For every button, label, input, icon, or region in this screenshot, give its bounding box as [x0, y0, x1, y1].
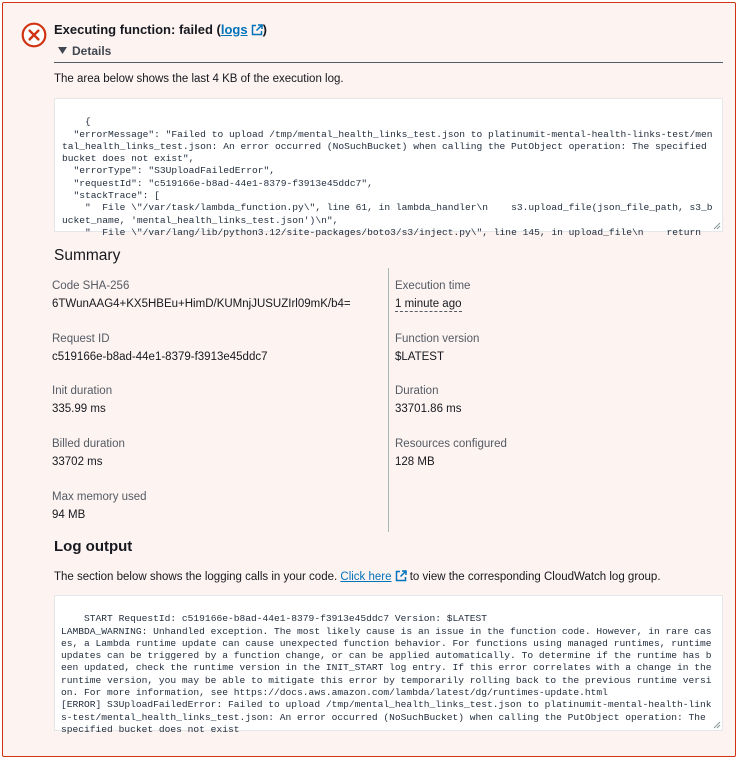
log-output-heading: Log output: [54, 538, 133, 555]
details-divider: [54, 62, 723, 63]
status-closing: ): [262, 22, 267, 37]
init-duration-label: Init duration: [52, 385, 113, 397]
execution-time-value[interactable]: 1 minute ago: [395, 298, 462, 310]
resources-configured-label: Resources configured: [395, 438, 507, 450]
execution-result-panel: [2, 2, 736, 757]
status-heading: [54, 22, 267, 38]
resize-handle-icon[interactable]: [713, 222, 721, 230]
code-sha-value: 6TWunAAG4+KX5HBEu+HimD/KUMnjJUSUZIrl09mK/b4=: [52, 298, 351, 310]
summary-heading: Summary: [54, 247, 121, 264]
request-id-label: Request ID: [52, 333, 110, 345]
cloudwatch-link[interactable]: Click here: [340, 571, 392, 583]
billed-duration-label: Billed duration: [52, 438, 125, 450]
max-memory-value: 94 MB: [52, 509, 86, 521]
log-intro-after: to view the corresponding CloudWatch log group.: [406, 571, 661, 583]
execution-log-content: { "errorMessage": "Failed to upload /tmp/mental_health_links_test.json to platinumit-mental-health-links-test/mental_health_links_test.json: An error occurred (NoSuchBucket) when calling the PutObject operation: The specified bucket does not exist", "errorType": "S3UploadFailedError", "requestId": "c519166e-b8ad-44e1-8379-f3913e45ddc7", "stackTrace": [ " File \"/var/task/lambda_function.py\", line 61, in lambda_handler\n s3.upload_file(json_file_path, s3_bucket_name, 'mental_health_links_test.json')\n", " File \"/var/lang/lib/python3.12/site-packages/boto3/s3/inject.py\", line 145, in upload_file\n return: [62, 116, 713, 238]
function-version-value: $LATEST: [395, 351, 444, 363]
resize-handle-icon[interactable]: [713, 721, 721, 729]
error-icon: [21, 22, 47, 48]
caret-down-icon: [58, 47, 67, 55]
init-duration-value: 335.99 ms: [52, 403, 106, 415]
duration-value: 33701.86 ms: [395, 403, 462, 415]
logs-link[interactable]: logs: [221, 22, 263, 37]
log-output-textarea[interactable]: [54, 595, 723, 735]
external-link-icon: [395, 570, 407, 582]
max-memory-label: Max memory used: [52, 491, 147, 503]
log-output-intro: [54, 570, 661, 584]
execution-time-label: Execution time: [395, 280, 471, 292]
execution-time-wrapper: [395, 297, 462, 311]
duration-label: Duration: [395, 385, 439, 397]
request-id-value: c519166e-b8ad-44e1-8379-f3913e45ddc7: [52, 351, 268, 363]
execution-log-intro: The area below shows the last 4 KB of the execution log.: [54, 73, 344, 85]
status-title: Executing function: failed (: [54, 22, 221, 37]
function-version-label: Function version: [395, 333, 480, 345]
summary-column-divider: [388, 268, 389, 532]
external-link-icon: [251, 24, 263, 36]
code-sha-label: Code SHA-256: [52, 280, 130, 292]
resources-configured-value: 128 MB: [395, 456, 435, 468]
billed-duration-value: 33702 ms: [52, 456, 103, 468]
log-output-content: START RequestId: c519166e-b8ad-44e1-8379-f3913e45ddc7 Version: $LATEST LAMBDA_WARNING: Unhandled exception. The most likely cause is an issue in the function code. However, in rare cases, a Lambda runtime update can cause unexpected function behavior. For functions using managed runtimes, runtime updates can be triggered by a function change, or can be applied automatically. To determine if the runtime has been updated, check the runtime version in the INIT_START log entry. If this error correlates with a change in the runtime version, you may be able to mitigate this error by temporarily rolling back to the previous runtime version. For more information, see https://docs.aws.amazon.com/lambda/latest/dg/runtimes-update.html [ERROR] S3UploadFailedError: Failed to upload /tmp/mental_health_links_test.json to platinumit-mental-health-links-test/mental_health_links_test.json: An error occurred (NoSuchBucket) when calling the PutObject operation: The specified bucket does not exist: [61, 613, 712, 735]
details-label: Details: [72, 44, 112, 58]
details-toggle[interactable]: [54, 44, 111, 58]
log-intro-before: The section below shows the logging calls in your code.: [54, 571, 341, 583]
execution-log-textarea[interactable]: [54, 98, 723, 238]
